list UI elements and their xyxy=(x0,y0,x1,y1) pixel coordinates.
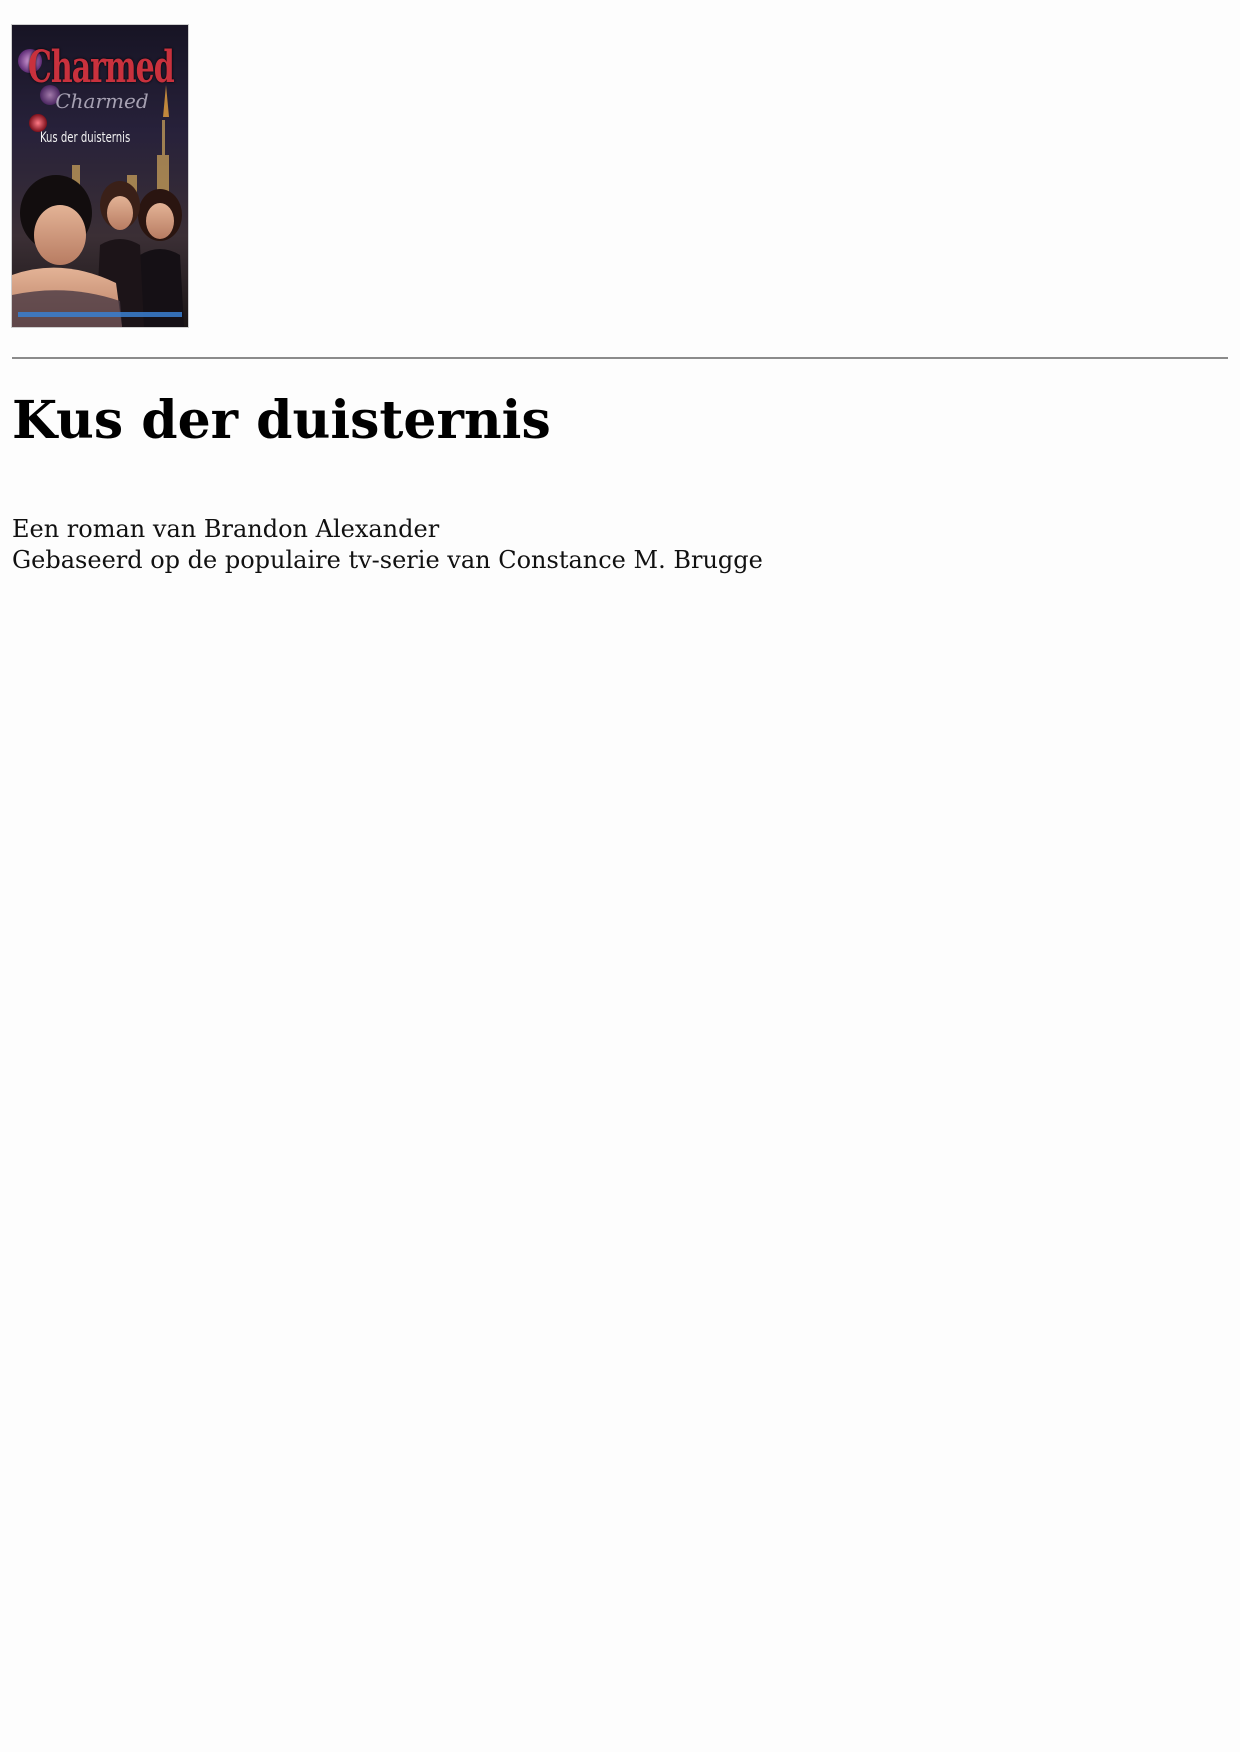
credits-block xyxy=(12,514,763,576)
author-line: Een roman van Brandon Alexander xyxy=(12,515,440,543)
cover-title: Kus der duisternis xyxy=(40,130,131,146)
horizontal-rule xyxy=(12,357,1228,359)
book-title: Kus der duisternis xyxy=(12,390,551,451)
book-cover-image xyxy=(12,25,188,327)
cover-subbrand: Charmed xyxy=(55,89,149,113)
cover-brand-logo: Charmed xyxy=(28,43,174,94)
source-line: Gebaseerd op de populaire tv-serie van Constance M. Brugge xyxy=(12,546,763,574)
